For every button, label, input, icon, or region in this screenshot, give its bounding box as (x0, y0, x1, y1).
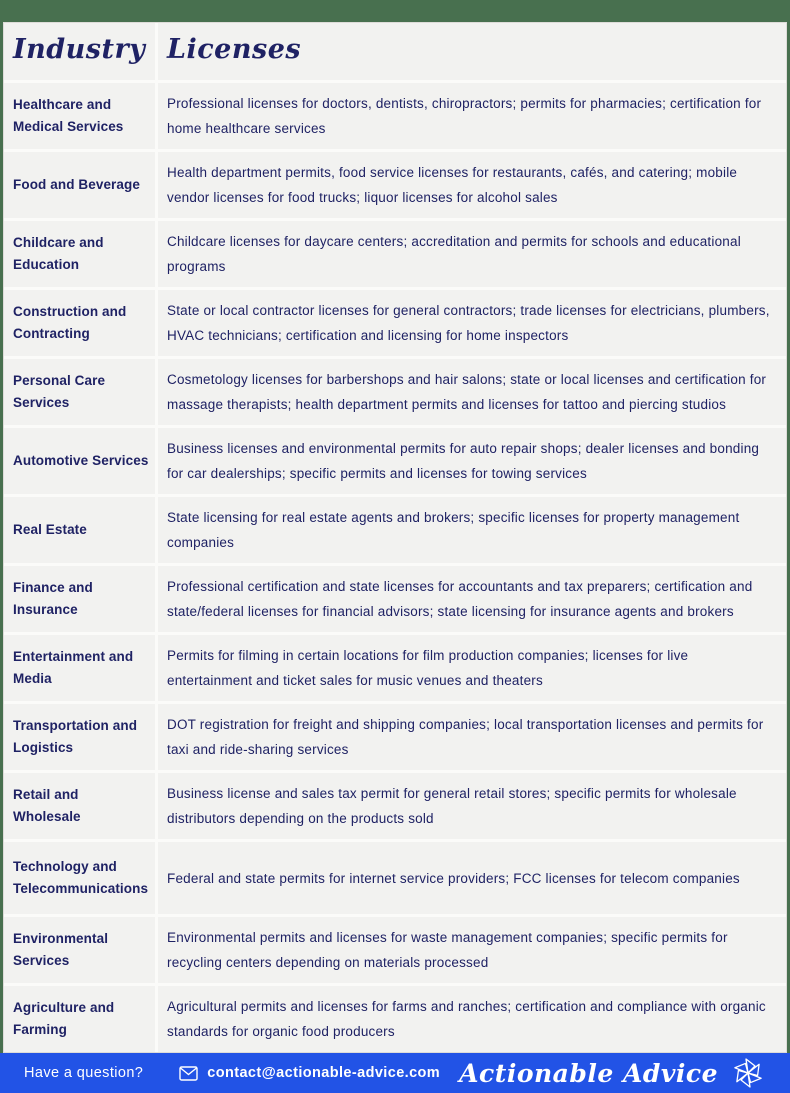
licenses-cell: Professional licenses for doctors, dentists, chiropractors; permits for pharmacies; certification for home healthcare services (158, 83, 786, 149)
industry-cell: Automotive Services (4, 428, 155, 494)
licenses-cell: Business licenses and environmental permits for auto repair shops; dealer licenses and bonding for car dealerships; specific permits and licenses for towing services (158, 428, 786, 494)
table-row (4, 359, 786, 425)
pinwheel-icon (728, 1053, 768, 1093)
licenses-cell: Business license and sales tax permit for general retail stores; specific permits for wholesale distributors depending on the products sold (158, 773, 786, 839)
industry-licenses-table (3, 22, 787, 1053)
table-row (4, 842, 786, 914)
industry-cell: Agriculture and Farming (4, 986, 155, 1052)
table-row (4, 221, 786, 287)
table-header-row (4, 23, 786, 80)
industry-column-header: Industry (4, 23, 155, 80)
table-row (4, 497, 786, 563)
licenses-cell: Childcare licenses for daycare centers; accreditation and permits for schools and educational programs (158, 221, 786, 287)
licenses-cell: Cosmetology licenses for barbershops and hair salons; state or local licenses and certification for massage therapists; health department permits and licenses for tattoo and piercing studios (158, 359, 786, 425)
footer-question-text: Have a question? (24, 1065, 144, 1081)
licenses-cell: Agricultural permits and licenses for farms and ranches; certification and compliance with organic standards for organic food producers (158, 986, 786, 1052)
industry-cell: Healthcare and Medical Services (4, 83, 155, 149)
table-row (4, 566, 786, 632)
brand-name-text: Actionable Advice (459, 1058, 718, 1088)
industry-cell: Technology and Telecommunications (4, 842, 155, 914)
footer-contact (179, 1065, 440, 1081)
table-row (4, 773, 786, 839)
industry-cell: Personal Care Services (4, 359, 155, 425)
table-row (4, 290, 786, 356)
table-row (4, 917, 786, 983)
contact-email-link[interactable]: contact@actionable-advice.com (207, 1065, 441, 1081)
industry-cell: Childcare and Education (4, 221, 155, 287)
table-row (4, 635, 786, 701)
footer-bar (0, 1053, 790, 1093)
licenses-cell: Permits for filming in certain locations for film production companies; licenses for live entertainment and ticket sales for music venues and theaters (158, 635, 786, 701)
licenses-cell: State licensing for real estate agents and brokers; specific licenses for property management companies (158, 497, 786, 563)
table-row (4, 704, 786, 770)
table-row (4, 428, 786, 494)
industry-cell: Finance and Insurance (4, 566, 155, 632)
industry-cell: Retail and Wholesale (4, 773, 155, 839)
industry-cell: Entertainment and Media (4, 635, 155, 701)
table-row (4, 83, 786, 149)
industry-cell: Food and Beverage (4, 152, 155, 218)
table-row (4, 152, 786, 218)
brand-logo (459, 1053, 768, 1093)
industry-cell: Real Estate (4, 497, 155, 563)
table-row (4, 986, 786, 1052)
licenses-cell: Environmental permits and licenses for waste management companies; specific permits for recycling centers depending on materials processed (158, 917, 786, 983)
licenses-cell: DOT registration for freight and shipping companies; local transportation licenses and permits for taxi and ride-sharing services (158, 704, 786, 770)
industry-cell: Construction and Contracting (4, 290, 155, 356)
envelope-icon (179, 1066, 198, 1081)
licenses-cell: Professional certification and state licenses for accountants and tax preparers; certification and state/federal licenses for financial advisors; state licensing for insurance agents and brokers (158, 566, 786, 632)
licenses-column-header: Licenses (158, 23, 786, 80)
licenses-cell: State or local contractor licenses for general contractors; trade licenses for electricians, plumbers, HVAC technicians; certification and licensing for home inspectors (158, 290, 786, 356)
licenses-cell: Health department permits, food service licenses for restaurants, cafés, and catering; mobile vendor licenses for food trucks; liquor licenses for alcohol sales (158, 152, 786, 218)
licenses-cell: Federal and state permits for internet service providers; FCC licenses for telecom companies (158, 842, 786, 914)
industry-cell: Environmental Services (4, 917, 155, 983)
industry-cell: Transportation and Logistics (4, 704, 155, 770)
